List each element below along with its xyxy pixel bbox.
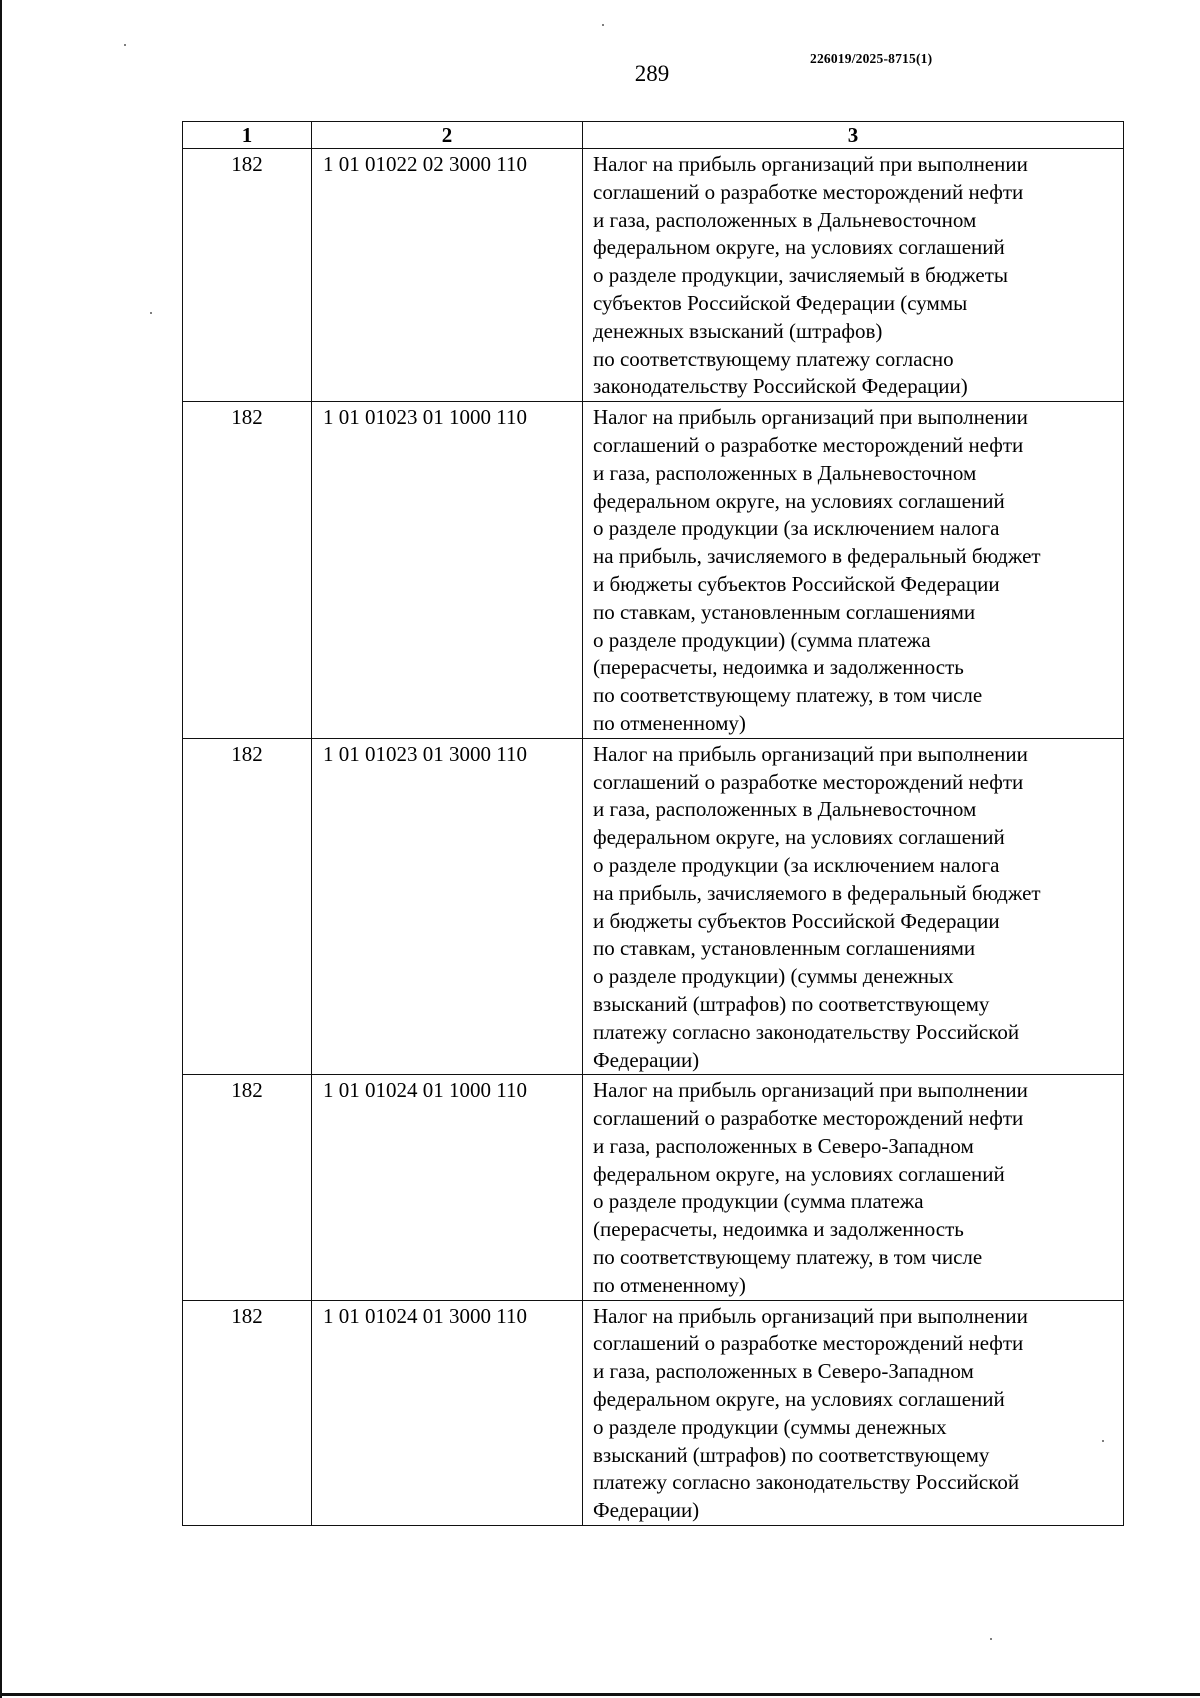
description-line: и бюджеты субъектов Российской Федерации [593,571,1000,596]
kbk-code-cell: 1 01 01024 01 3000 110 [312,1300,583,1525]
description-line: платежу согласно законодательству Российской [593,1019,1020,1044]
description-line: по ставкам, установленным соглашениями [593,936,976,961]
description-line: по отмененному) [593,710,746,735]
table-row [183,738,1124,1075]
description-cell [583,738,1124,1075]
description-line: о разделе продукции (сумма платежа [593,1189,924,1214]
description-line: федеральном округе, на условиях соглашений [593,488,1005,513]
description-line: субъектов Российской Федерации (суммы [593,290,968,315]
description-line: Налог на прибыль организаций при выполнении [593,405,1028,430]
scan-speck [150,312,152,314]
description-line: федеральном округе, на условиях соглашений [593,235,1005,260]
scan-speck [124,44,126,46]
description-line: соглашений о разработке месторождений нефти [593,432,1024,457]
description-line: Налог на прибыль организаций при выполнении [593,152,1028,176]
scan-speck [990,1638,992,1640]
description-line: и газа, расположенных в Северо-Западном [593,1133,974,1158]
page-number: 289 [634,61,670,86]
description-line: на прибыль, зачисляемого в федеральный бюджет [593,880,1041,905]
description-line: о разделе продукции (за исключением налога [593,516,1000,541]
description-line: и газа, расположенных в Дальневосточном [593,207,977,232]
description-line: федеральном округе, на условиях соглашений [593,1387,1005,1412]
description-cell [583,149,1124,402]
description-line: взысканий (штрафов) по соответствующему [593,991,990,1016]
description-line: Федерации) [593,1498,700,1523]
table-row [183,1075,1124,1300]
description-line: взысканий (штрафов) по соответствующему [593,1442,990,1467]
description-line: соглашений о разработке месторождений нефти [593,1106,1024,1131]
column-header-2: 2 [312,122,583,149]
table-row [183,149,1124,402]
description-cell [583,402,1124,739]
admin-code-cell: 182 [183,149,312,402]
page-border-left [0,0,2,1698]
table-body [183,149,1124,1526]
description-line: по соответствующему платежу, в том числе [593,1245,983,1270]
description-line: и бюджеты субъектов Российской Федерации [593,908,1000,933]
kbk-code-cell: 1 01 01023 01 1000 110 [312,402,583,739]
description-line: (перерасчеты, недоимка и задолженность [593,655,964,680]
kbk-code-cell: 1 01 01022 02 3000 110 [312,149,583,402]
description-line: и газа, расположенных в Дальневосточном [593,460,977,485]
description-line: о разделе продукции) (суммы денежных [593,964,954,989]
description-line: соглашений о разработке месторождений нефти [593,1331,1024,1356]
description-cell [583,1300,1124,1525]
description-line: денежных взысканий (штрафов) [593,318,883,343]
kbk-code-cell: 1 01 01024 01 1000 110 [312,1075,583,1300]
description-line: Федерации) [593,1047,700,1072]
description-line: о разделе продукции (за исключением налога [593,852,1000,877]
description-line: по ставкам, установленным соглашениями [593,599,976,624]
description-line: Налог на прибыль организаций при выполнении [593,741,1028,766]
table-header-row [183,122,1124,149]
admin-code-cell: 182 [183,402,312,739]
table-row [183,1300,1124,1525]
table-row [183,402,1124,739]
description-line: федеральном округе, на условиях соглашений [593,1161,1005,1186]
description-line: и газа, расположенных в Дальневосточном [593,797,977,822]
document-code: 226019/2025-8715(1) [810,51,933,66]
admin-code-cell: 182 [183,1300,312,1525]
admin-code-cell: 182 [183,738,312,1075]
budget-classification-table [182,121,1124,1526]
kbk-code-cell: 1 01 01023 01 3000 110 [312,738,583,1075]
description-line: о разделе продукции, зачисляемый в бюджеты [593,263,1009,288]
column-header-3: 3 [583,122,1124,149]
description-line: (перерасчеты, недоимка и задолженность [593,1217,964,1242]
description-line: федеральном округе, на условиях соглашений [593,825,1005,850]
page-border-bottom [0,1693,1200,1696]
description-line: соглашений о разработке месторождений нефти [593,179,1024,204]
description-line: по отмененному) [593,1272,746,1297]
column-header-1: 1 [183,122,312,149]
description-line: по соответствующему платежу согласно [593,346,954,371]
description-cell [583,1075,1124,1300]
admin-code-cell: 182 [183,1075,312,1300]
description-line: Налог на прибыль организаций при выполнении [593,1078,1028,1103]
description-line: на прибыль, зачисляемого в федеральный бюджет [593,544,1041,569]
description-line: платежу согласно законодательству Российской [593,1470,1020,1495]
description-line: Налог на прибыль организаций при выполнении [593,1303,1028,1328]
description-line: о разделе продукции (суммы денежных [593,1414,947,1439]
description-line: законодательству Российской Федерации) [593,374,968,399]
description-line: соглашений о разработке месторождений нефти [593,769,1024,794]
description-line: по соответствующему платежу, в том числе [593,683,983,708]
description-line: о разделе продукции) (сумма платежа [593,627,931,652]
scan-speck [602,24,604,26]
description-line: и газа, расположенных в Северо-Западном [593,1359,974,1384]
